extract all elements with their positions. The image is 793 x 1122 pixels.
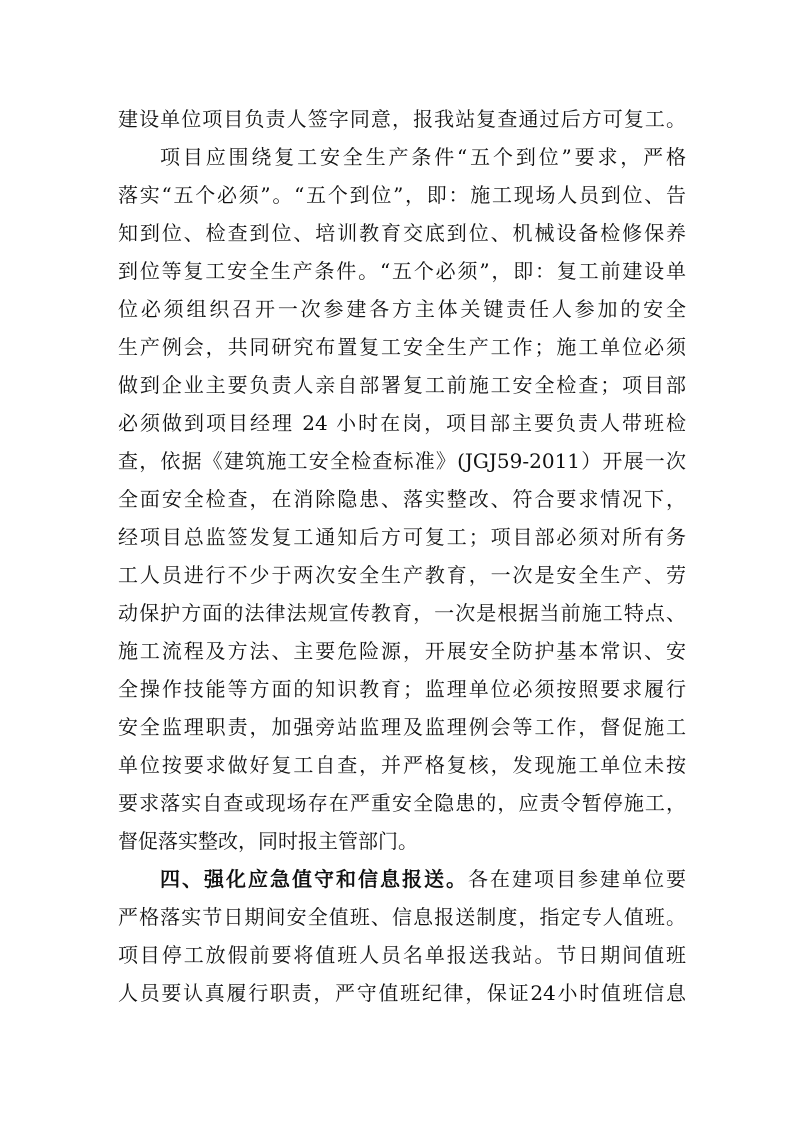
paragraph-five-requirements <box>118 138 686 860</box>
text-line: 项目停工放假前要将值班人员名单报送我站。节日期间值班 <box>118 943 686 967</box>
text-line: 查，依据《建筑施工安全检查标准》(JGJ59-2011）开展一次 <box>118 449 686 473</box>
text-line: 全面安全检查，在消除隐患、落实整改、符合要求情况下， <box>118 487 686 511</box>
text-line: 工人员进行不少于两次安全生产教育，一次是安全生产、劳 <box>118 563 686 587</box>
text-line: 项目应围绕复工安全生产条件“五个到位”要求，严格 <box>160 145 686 169</box>
text-line <box>118 860 686 898</box>
text-line: 到位等复工安全生产条件。“五个必须”，即：复工前建设单 <box>118 259 686 283</box>
text-line: 严格落实节日期间安全值班、信息报送制度，指定专人值班。 <box>118 905 686 929</box>
text-line: 动保护方面的法律法规宣传教育，一次是根据当前施工特点、 <box>118 601 686 625</box>
paragraph-emergency-duty <box>118 860 686 1012</box>
section-heading: 四、强化应急值守和信息报送。 <box>160 867 468 891</box>
text-line: 必须做到项目经理 24 小时在岗，项目部主要负责人带班检 <box>118 411 686 435</box>
text-line-rest: 各在建项目参建单位要 <box>468 867 686 891</box>
text-line: 知到位、检查到位、培训教育交底到位、机械设备检修保养 <box>118 221 686 245</box>
paragraph-continuation <box>118 100 686 138</box>
document-page <box>118 100 686 1012</box>
text-line: 落实“五个必须”。“五个到位”，即：施工现场人员到位、告 <box>118 183 686 207</box>
text-line: 人员要认真履行职责，严守值班纪律，保证24小时值班信息 <box>118 981 686 1005</box>
text-line: 督促落实整改，同时报主管部门。 <box>118 829 418 853</box>
text-line: 要求落实自查或现场存在严重安全隐患的，应责令暂停施工， <box>118 791 686 815</box>
text-line: 全操作技能等方面的知识教育；监理单位必须按照要求履行 <box>118 677 686 701</box>
text-line: 位必须组织召开一次参建各方主体关键责任人参加的安全 <box>118 297 686 321</box>
text-line: 做到企业主要负责人亲自部署复工前施工安全检查；项目部 <box>118 373 686 397</box>
text-line: 生产例会，共同研究布置复工安全生产工作；施工单位必须 <box>118 335 686 359</box>
text-line: 建设单位项目负责人签字同意，报我站复查通过后方可复工。 <box>118 107 686 131</box>
text-line: 施工流程及方法、主要危险源，开展安全防护基本常识、安 <box>118 639 686 663</box>
text-line: 单位按要求做好复工自查，并严格复核，发现施工单位未按 <box>118 753 686 777</box>
text-line: 经项目总监签发复工通知后方可复工；项目部必须对所有务 <box>118 525 686 549</box>
text-line: 安全监理职责，加强旁站监理及监理例会等工作，督促施工 <box>118 715 686 739</box>
